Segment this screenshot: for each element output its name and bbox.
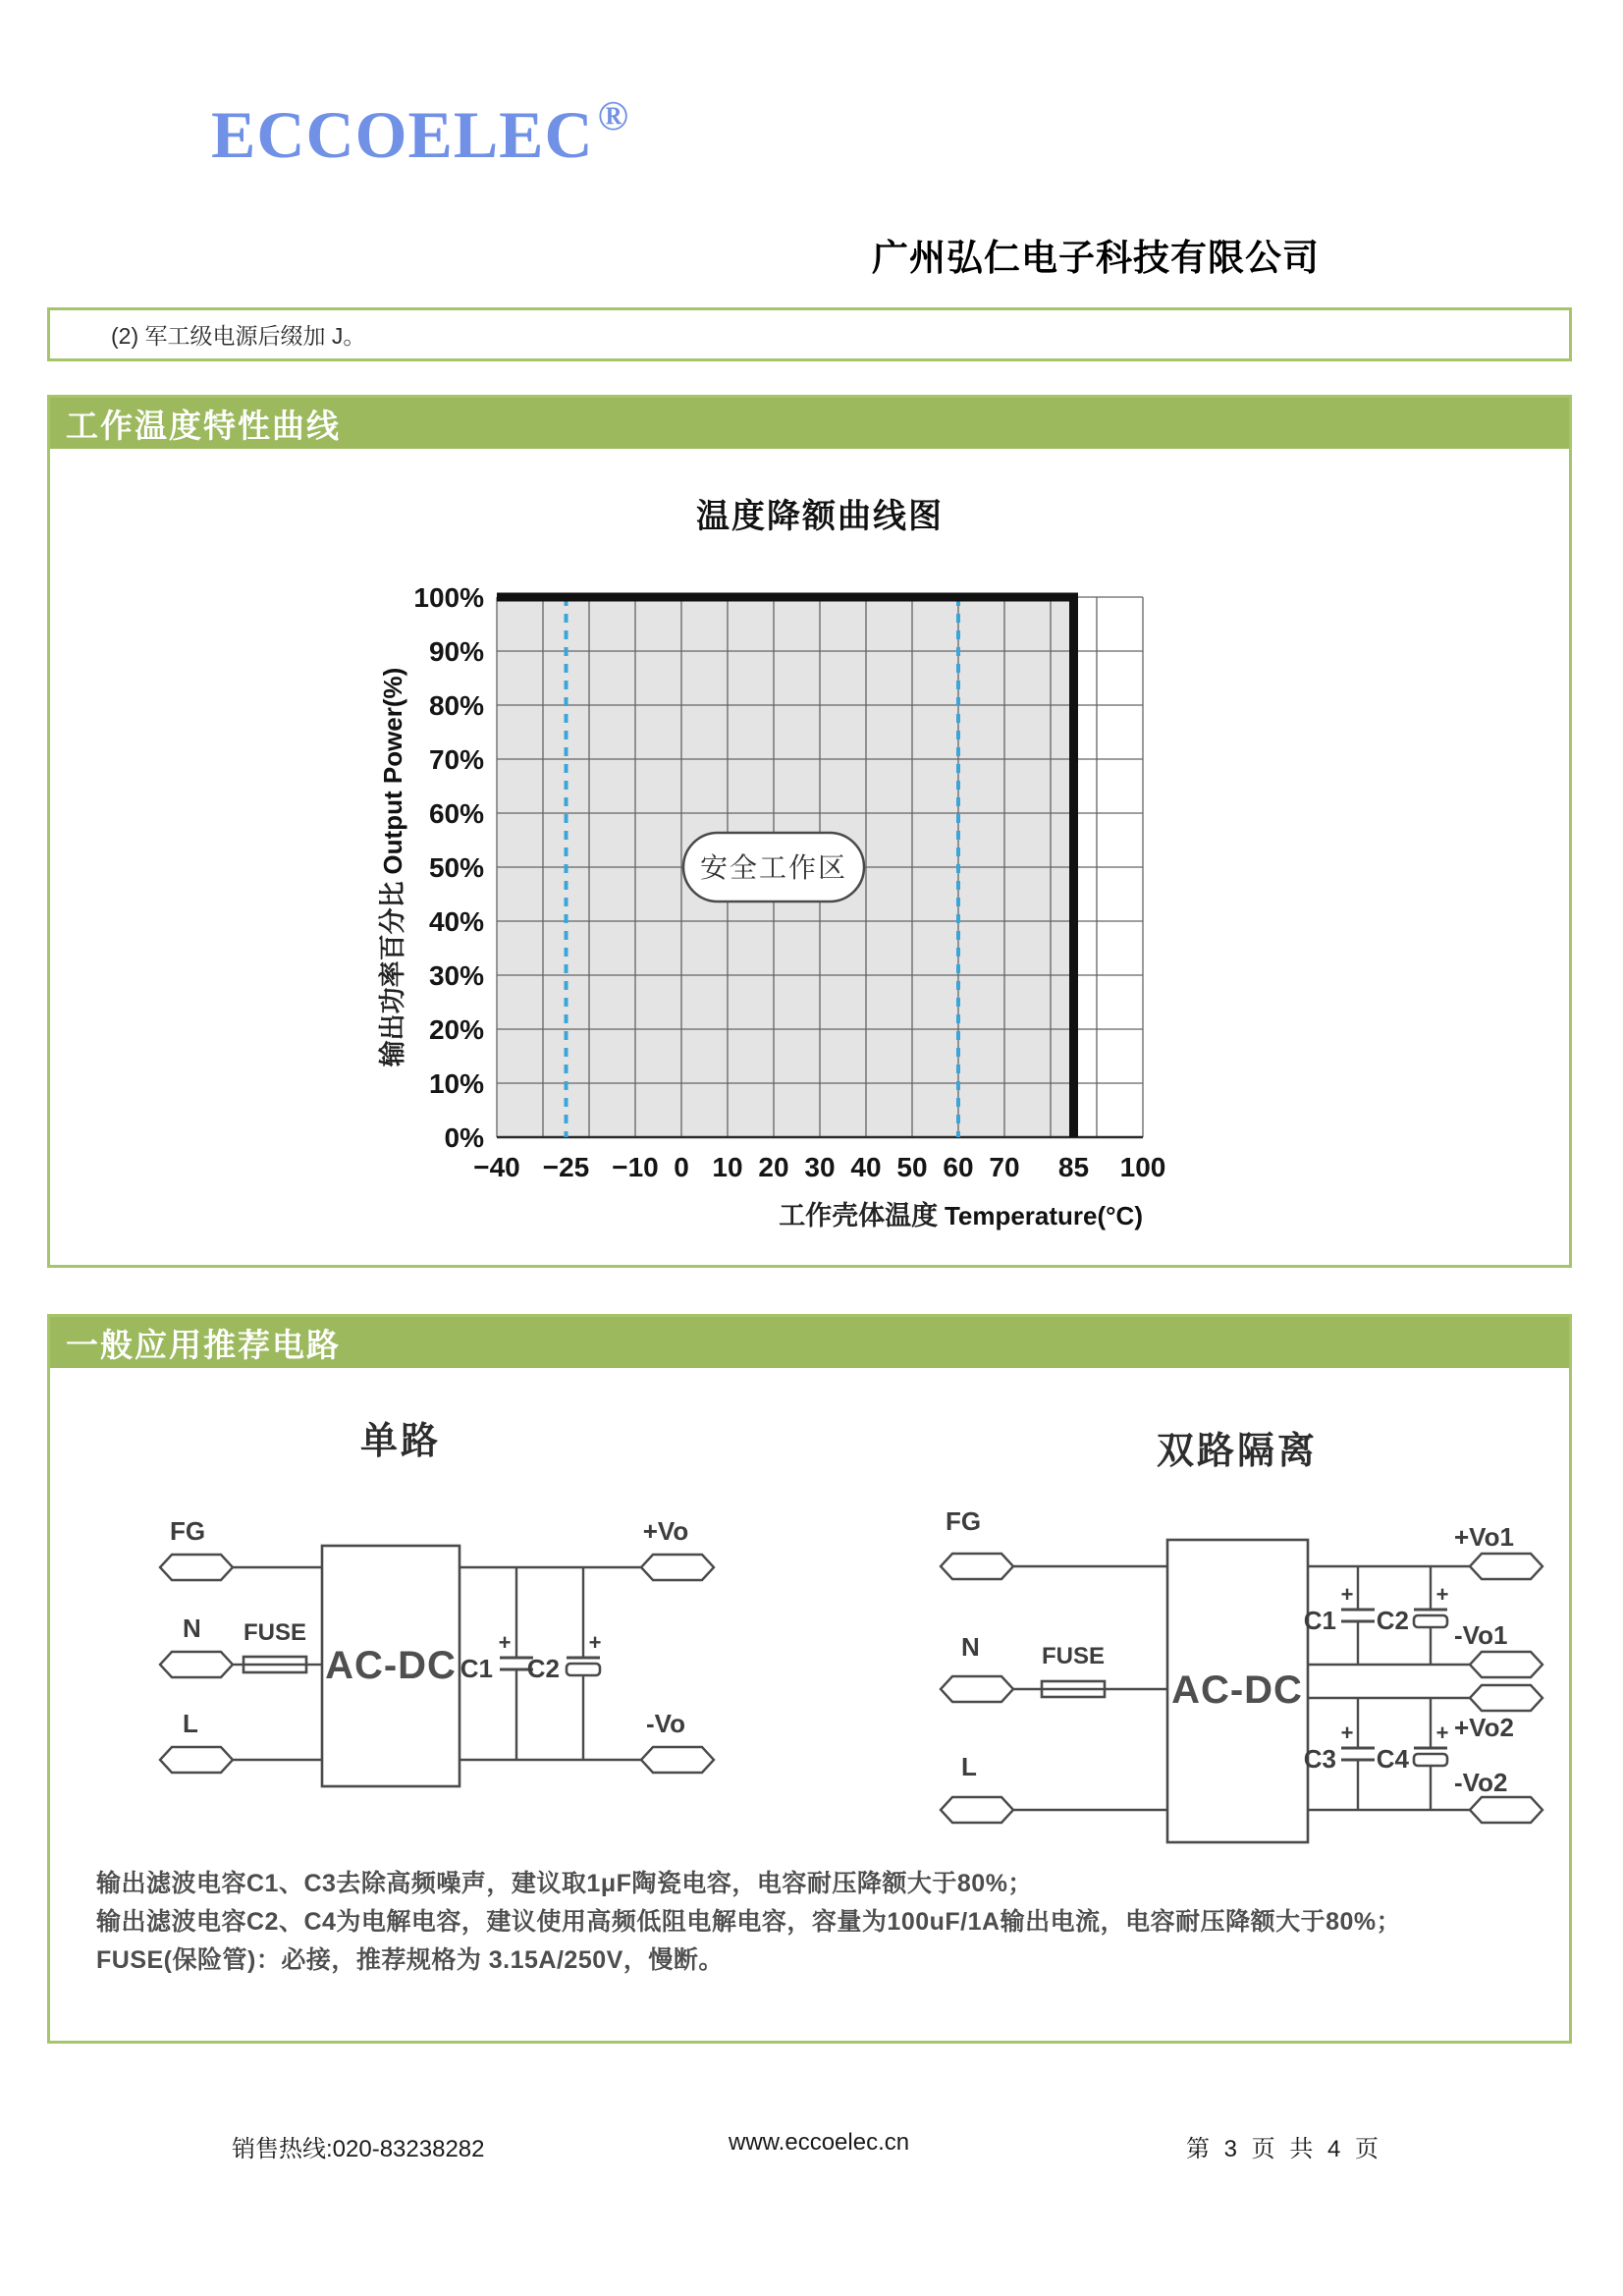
note-line: 输出滤波电容C1、C3去除高频噪声，建议取1μF陶瓷电容，电容耐压降额大于80%；	[96, 1870, 1033, 1897]
c2-label: C2	[1376, 1606, 1409, 1635]
y-tick-label: 20%	[428, 1014, 484, 1045]
pos-vo2-terminal	[1470, 1685, 1542, 1711]
company-logo	[211, 94, 630, 172]
acdc-label: AC-DC	[325, 1644, 457, 1687]
c3-label: C3	[1303, 1744, 1336, 1774]
neg-vo1-label: -Vo1	[1454, 1620, 1508, 1650]
y-tick-label: 80%	[428, 690, 484, 721]
pos-vo-label: +Vo	[642, 1516, 689, 1546]
pos-vo1-label: +Vo1	[1454, 1522, 1514, 1552]
x-tick-label: 20	[758, 1152, 789, 1182]
section-circuits-header: 一般应用推荐电路	[50, 1317, 1569, 1368]
page-number: 第 3 页 共 4 页	[1186, 2136, 1383, 2162]
derating-chart-container	[356, 465, 1191, 1260]
section-temperature-header: 工作温度特性曲线	[50, 398, 1569, 449]
fg-terminal	[941, 1554, 1013, 1579]
y-tick-label: 90%	[428, 636, 484, 667]
c4-body	[1414, 1754, 1447, 1766]
circuit-single-output	[77, 1402, 725, 1825]
x-tick-label: −25	[542, 1152, 590, 1182]
x-tick-label: 85	[1057, 1152, 1090, 1182]
c1-label: C1	[460, 1654, 493, 1683]
fuse-label: FUSE	[243, 1619, 307, 1646]
circuit-dual-title: 双路隔离	[1156, 1431, 1319, 1472]
x-tick-label: −10	[612, 1152, 659, 1182]
l-label: L	[961, 1752, 977, 1781]
chart-plot-area	[413, 582, 1165, 1182]
n-label: N	[183, 1613, 201, 1643]
c4-plus: +	[1435, 1721, 1449, 1745]
y-tick-label: 100%	[413, 582, 484, 613]
acdc-label: AC-DC	[1171, 1668, 1303, 1712]
neg-vo1-terminal	[1470, 1652, 1542, 1677]
n-terminal	[160, 1652, 233, 1677]
website-url: www.eccoelec.cn	[729, 2129, 910, 2156]
x-axis-title: 工作壳体温度 Temperature(°C)	[779, 1201, 1143, 1230]
company-name: 广州弘仁电子科技有限公司	[872, 238, 1320, 278]
x-tick-label: 60	[943, 1152, 974, 1182]
fuse-label: FUSE	[1041, 1643, 1106, 1669]
c3-plus: +	[1340, 1721, 1354, 1745]
neg-vo-label: -Vo	[646, 1709, 685, 1738]
safe-zone-label: 安全工作区	[699, 853, 848, 884]
pos-vo-terminal	[641, 1555, 714, 1580]
chart-title: 温度降额曲线图	[696, 499, 944, 535]
c2-plus: +	[588, 1630, 602, 1655]
circuit-single-title: 单路	[359, 1421, 442, 1462]
x-tick-label: 10	[712, 1152, 743, 1182]
c2-body	[567, 1664, 600, 1675]
x-tick-label: 70	[989, 1152, 1020, 1182]
logo-text: ECCOELEC	[211, 97, 594, 172]
circuit-dual-output	[867, 1402, 1564, 1864]
pos-vo2-label: +Vo2	[1454, 1713, 1514, 1742]
note-line: FUSE(保险管)：必接，推荐规格为 3.15A/250V，慢断。	[96, 1946, 724, 1974]
fg-label: FG	[170, 1516, 206, 1546]
y-axis-title: 输出功率百分比 Output Power(%)	[378, 667, 407, 1067]
c1-label: C1	[1303, 1606, 1336, 1635]
sales-hotline: 销售热线:020-83238282	[232, 2136, 485, 2162]
y-tick-label: 10%	[428, 1068, 484, 1099]
y-tick-label: 30%	[428, 960, 484, 991]
application-notes	[96, 1865, 1490, 1980]
y-tick-label: 70%	[428, 744, 484, 775]
fg-terminal	[160, 1555, 233, 1580]
neg-vo-terminal	[641, 1747, 714, 1773]
l-terminal	[941, 1797, 1013, 1823]
c4-label: C4	[1376, 1744, 1409, 1774]
pos-vo1-terminal	[1470, 1554, 1542, 1579]
x-tick-label: 40	[850, 1152, 882, 1182]
note-box	[47, 307, 1572, 361]
c2-body	[1414, 1615, 1447, 1627]
x-tick-label: 30	[804, 1152, 836, 1182]
c1-plus: +	[498, 1630, 512, 1655]
section-recommended-circuits	[47, 1314, 1572, 2044]
l-label: L	[183, 1709, 198, 1738]
x-tick-label: 100	[1119, 1152, 1166, 1182]
note-line: 输出滤波电容C2、C4为电解电容，建议使用高频低阻电解电容，容量为100uF/1A输出电流，电容耐压降额大于80%；	[96, 1908, 1402, 1936]
y-tick-label: 40%	[428, 906, 484, 937]
c2-plus: +	[1435, 1582, 1449, 1607]
neg-vo2-label: -Vo2	[1454, 1768, 1508, 1797]
y-tick-label: 50%	[428, 852, 484, 883]
derating-chart	[356, 465, 1191, 1260]
registered-trademark-icon: ®	[597, 94, 630, 139]
fg-label: FG	[946, 1506, 982, 1536]
n-label: N	[961, 1632, 980, 1662]
y-tick-label: 60%	[428, 798, 484, 829]
section-temperature-curve	[47, 395, 1572, 1268]
l-terminal	[160, 1747, 233, 1773]
y-tick-label: 0%	[444, 1122, 484, 1153]
n-terminal	[941, 1676, 1013, 1702]
x-tick-label: −40	[473, 1152, 520, 1182]
x-tick-label: 50	[896, 1152, 928, 1182]
c1-plus: +	[1340, 1582, 1354, 1607]
x-tick-label: 0	[674, 1152, 689, 1182]
note-text: (2) 军工级电源后缀加 J。	[111, 323, 366, 349]
neg-vo2-terminal	[1470, 1797, 1542, 1823]
c2-label: C2	[526, 1654, 560, 1683]
